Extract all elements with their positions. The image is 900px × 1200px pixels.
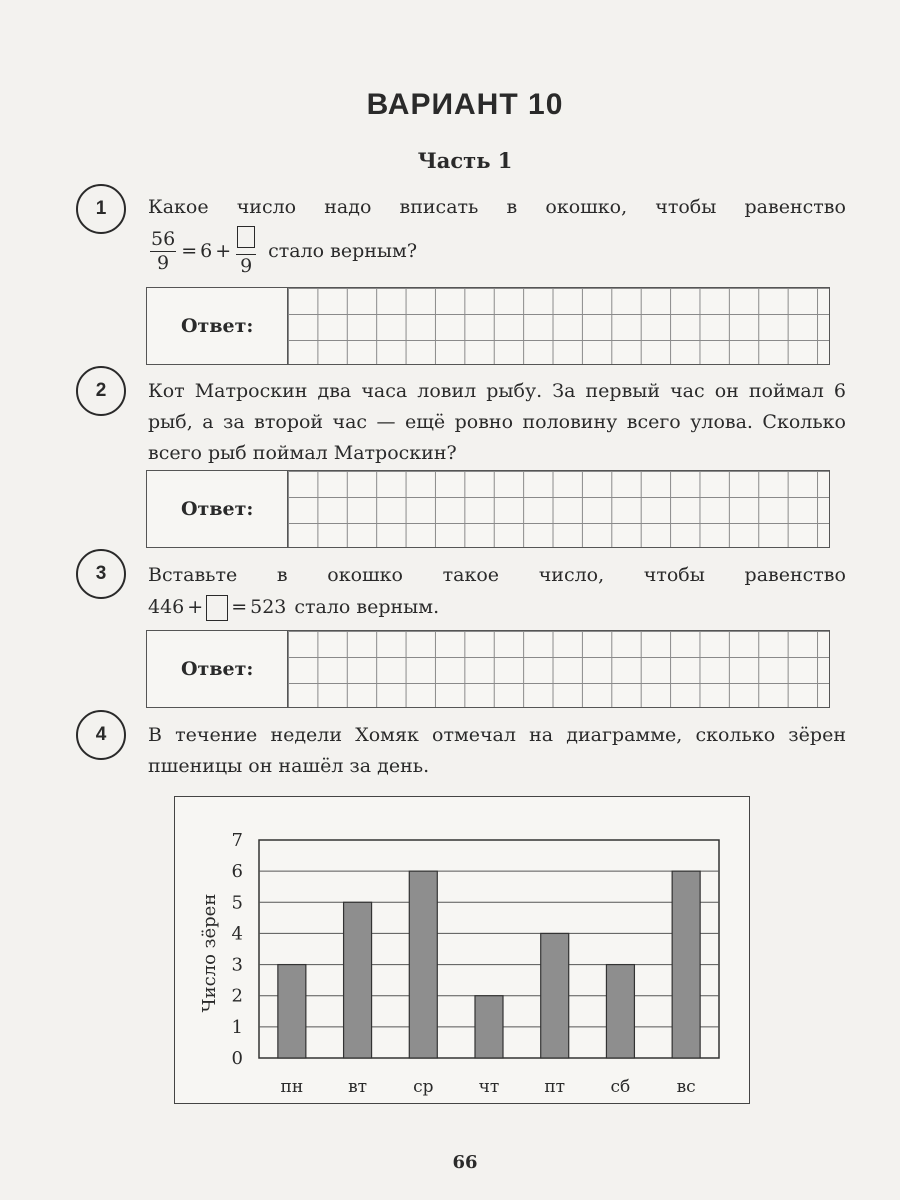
- x-tick-label: вс: [676, 1077, 696, 1097]
- question-1-line-1: Какое число надо вписать в окошко, чтобы равенство: [148, 196, 846, 218]
- x-tick-label: пт: [544, 1077, 566, 1097]
- answer-grid[interactable]: [287, 631, 829, 707]
- question-1-number: 1: [76, 184, 126, 234]
- chart-frame: [174, 796, 750, 1104]
- answer-label: Ответ:: [181, 658, 254, 680]
- bar-вс: [672, 871, 700, 1058]
- y-tick-label: 1: [231, 1016, 243, 1038]
- question-4-text: В течение недели Хомяк отмечал на диаграмме, сколько зёрен пшеницы он нашёл за день.: [148, 724, 846, 777]
- y-tick-label: 5: [231, 892, 243, 914]
- y-axis-label: Число зёрен: [199, 893, 220, 1013]
- part-heading: Часть 1: [417, 148, 513, 173]
- bar-ср: [409, 871, 437, 1058]
- y-tick-label: 6: [231, 861, 243, 883]
- question-3-equation: 446 + = 523 стало верным.: [148, 592, 439, 623]
- bar-пн: [278, 965, 306, 1058]
- variant-title: ВАРИАНТ 10: [366, 88, 564, 121]
- question-4-number: 4: [76, 710, 126, 760]
- question-1-equation: $\frac{56}{9}$ = 6 + 9 стало верным?: [151, 227, 418, 277]
- y-tick-label: 3: [231, 954, 243, 976]
- answer-grid[interactable]: [287, 288, 829, 364]
- empty-box: [237, 226, 255, 248]
- question-2-text: Кот Матроскин два часа ловил рыбу. За первый час он поймал 6 рыб, а за второй час — ещё ровно половину всего улова. Сколько всего рыб поймал Матроскин?: [148, 380, 846, 464]
- bar-чт: [475, 996, 503, 1058]
- x-tick-label: чт: [478, 1077, 500, 1097]
- bar-пт: [541, 933, 569, 1058]
- y-tick-label: 4: [231, 923, 243, 945]
- answer-box-2[interactable]: [146, 470, 830, 548]
- empty-box: [206, 595, 228, 621]
- answer-box-1[interactable]: [146, 287, 830, 365]
- x-tick-label: ср: [413, 1077, 434, 1097]
- answer-label: Ответ:: [181, 498, 254, 520]
- bar-chart: [175, 797, 748, 1102]
- answer-label: Ответ:: [181, 315, 254, 337]
- question-3-number: 3: [76, 549, 126, 599]
- answer-box-3[interactable]: [146, 630, 830, 708]
- bar-вт: [344, 902, 372, 1058]
- y-tick-label: 0: [231, 1048, 243, 1069]
- fraction-box-9: 9: [236, 226, 256, 276]
- question-3-line-1: Вставьте в окошко такое число, чтобы равенство: [148, 564, 846, 586]
- bar-сб: [606, 965, 634, 1058]
- x-tick-label: пн: [280, 1077, 304, 1097]
- x-tick-label: вт: [348, 1077, 368, 1097]
- answer-grid[interactable]: [287, 471, 829, 547]
- y-tick-label: 7: [231, 830, 243, 851]
- question-2-number: 2: [76, 366, 126, 416]
- x-tick-label: сб: [610, 1077, 631, 1097]
- fraction-56-9: $\frac{56}{9}$: [151, 227, 176, 274]
- y-tick-label: 2: [231, 985, 243, 1007]
- page-number: 66: [452, 1152, 478, 1173]
